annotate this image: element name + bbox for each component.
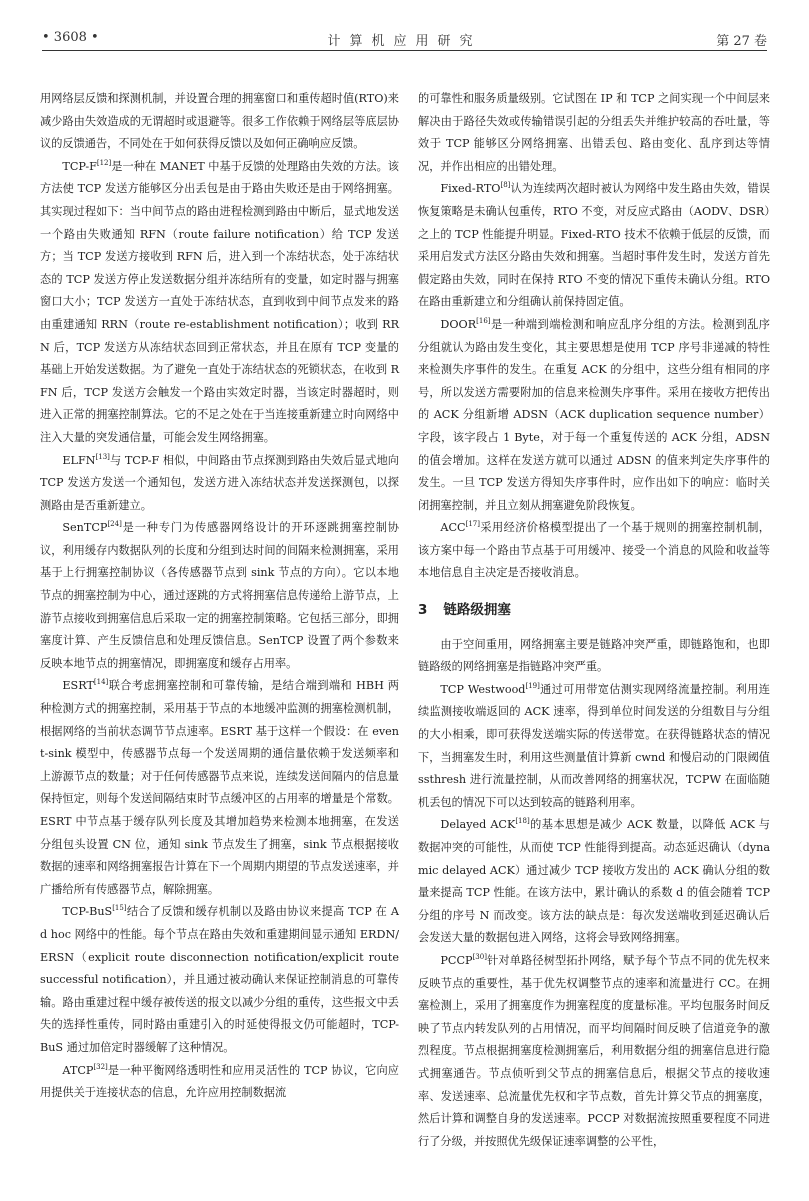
paragraph-text: 采用经济价格模型提出了一个基于规则的拥塞控制机制，该方案中每一个路由节点基于可用缓冲、接受一个消息的风险和收益等本地信息自主决定是否接收消息。: [418, 521, 770, 580]
citation: [17]: [465, 520, 480, 529]
method-name: DOOR: [440, 317, 477, 331]
paragraph-elfn: [40, 450, 399, 518]
right-column: [418, 88, 770, 1153]
paragraph-text: 是一种平衡网络透明性和应用灵活性的 TCP 协议，它向应用提供关于连接状态的信息，允许应用控制数据流: [40, 1063, 399, 1100]
paragraph-text: 的基本思想是减少 ACK 数量，以降低 ACK 与数据冲突的可能性，从而使 TCP 性能得到提高。动态延迟确认（dynamic delayed ACK）通过减少 TCP 接收方发出的 ACK 确认分组的数量来提高 TCP 性能。在该方法中，累计确认的系数 d 的值会随着 TCP 分组的序号 N 而改变。该方法的缺点是：每次发送端收到延迟确认后会发送大量的数据包进入网络，这将会导致网络拥塞。: [418, 818, 770, 945]
paragraph-text: 结合了反馈和缓存机制以及路由协议来提高 TCP 在 Ad hoc 网络中的性能。每个节点在路由失效和重建期间显示通知 ERDN/ERSN（explicit route disconnection notification/explicit route successful notification），并且通过被动确认来保证控制消息的可靠传输。路由重建过程中缓存被传送的报文以减少分组的重传，这些报文中丢失的选择性重传，同时路由重建引入的时延使得报文仍可能超时，TCP-BuS 通过加倍定时器缓解了这种情况。: [40, 905, 399, 1054]
citation: [14]: [93, 678, 109, 687]
citation: [15]: [112, 904, 127, 913]
method-name: Fixed-RTO: [440, 182, 501, 196]
journal-name: 计算机应用研究: [327, 34, 482, 49]
paragraph-tcp-f: [40, 156, 399, 450]
paragraph: 由于空间重用，网络拥塞主要是链路冲突严重，即链路饱和，也即链路级的网络拥塞是指链路冲突严重。: [418, 637, 770, 674]
citation: [32]: [93, 1062, 108, 1071]
left-column: [40, 88, 399, 1105]
paragraph-text: 通过可用带宽估测实现网络流量控制。利用连续监测接收端返回的 ACK 速率，得到单位时间发送的分组数目与分组的大小相乘，即可获得发送端实际的传送带宽。在获得链路状态的情况下，当拥塞发生时，利用这些测量值计算新 cwnd 和慢启动的门限阈值 ssthresh 进行流量控制，从而改善网络的拥塞状况，TCPW 在面临随机丢包的情况下可以达到较高的链路利用率。: [418, 682, 770, 809]
method-name: SenTCP: [62, 521, 108, 535]
paragraph-text: 是一种在 MANET 中基于反馈的处理路由失效的方法。该方法使 TCP 发送方能够区分出丢包是由于路由失败还是由于网络拥塞。其实现过程如下：当中间节点的路由进程检测到路由中断后，显式地发送一个路由失败通知 RFN（route failure notification）给 TCP 发送方；当 TCP 发送方接收到 RFN 后，进入到一个冻结状态，处于冻结状态的 TCP 发送方停止发送数据分组并冻结所有的变量，如定时器与拥塞窗口大小；TCP 发送方一直处于冻结状态，直到收到中间节点发来的路由重建通知 RRN（route re-establishment notification）；收到 RRN 后，TCP 发送方从冻结状态回到正常状态，并且在原有 TCP 变量的基础上开始发送数据。为了避免一直处于冻结状态的死锁状态，在收到 RFN 后，TCP 发送方会触发一个路由实效定时器，当该定时器超时，则进入正常的拥塞控制算法。它的不足之处在于当连接重新建立时向网络中注入大量的突发通信量，可能会发生网络拥塞。: [40, 159, 399, 444]
citation: [8]: [500, 181, 511, 190]
citation: [13]: [95, 452, 110, 461]
section-heading: [418, 599, 770, 622]
paragraph-sentcp: [40, 517, 399, 675]
method-name: TCP-F: [62, 159, 97, 173]
paragraph-text: 是一种端到端检测和响应乱序分组的方法。检测到乱序分组就认为路由发生变化，其主要思想是使用 TCP 序号非递减的特性来检测失序事件的发生。在重复 ACK 的分组中，这些分组有相同的序号，所以发送方需要附加的信息来检测失序事件。采用在接收方把传出的 ACK 分组新增 ADSN（ACK duplication sequence number）字段，该字段占 1 Byte，对于每一个重复传送的 ACK 分组，ADSN 的值会增加。这样在发送方就可以通过 ADSN 的值来判定失序事件的发生。一旦 TCP 发送方得知失序事件时，应作出如下的响应：临时关闭拥塞控制，并且立刻从拥塞避免阶段恢复。: [418, 317, 770, 512]
citation: [18]: [515, 817, 530, 826]
citation: [24]: [107, 520, 122, 529]
paragraph-text: 联合考虑拥塞控制和可靠传输，是结合端到端和 HBH 两种检测方式的拥塞控制，采用基于节点的本地缓冲监测的拥塞检测机制，根据网络的当前状态调节节点速率。ESRT 基于这样一个假设：在 event-sink 模型中，传感器节点每一个发送周期的通信量依赖于发送频率和上游源节点的数量；对于任何传感器节点来说，连续发送间隔内的信息量保持恒定，则每个发送间隔结束时节点缓冲区的占用率的增量是个常数。ESRT 中节点基于缓存队列长度及其增加趋势来检测本地拥塞，在发送分组包头设置 CN 位，通知 sink 节点发生了拥塞，sink 节点根据接收数据的速率和网络拥塞报告计算在下一个周期内期望的节点发送速率，并广播给所有传感器节点，解除拥塞。: [40, 679, 399, 896]
citation: [19]: [525, 681, 540, 690]
paragraph-text: 与 TCP-F 相似，中间路由节点探测到路由失效后显式地向 TCP 发送方发送一个通知包，发送方进入冻结状态并发送探测包，以探测路由是否重新建立。: [40, 453, 399, 512]
method-name: TCP Westwood: [440, 682, 526, 696]
citation: [12]: [96, 158, 112, 167]
running-header: [42, 28, 767, 51]
paragraph-pccp: [418, 950, 770, 1153]
paragraph: 的可靠性和服务质量级别。它试图在 IP 和 TCP 之间实现一个中间层来解决由于路径失效或传输错误引起的分组丢失并维护较高的吞吐量，等效于 TCP 能够区分网络拥塞、出错丢包、路由变化、乱序到达等情况，并作出相应的出错处理。: [418, 92, 770, 173]
paragraph-text: 针对单路径树型拓扑网络，赋予每个节点不同的优先权来反映节点的重要性，基于优先权调整节点的速率和流量进行 CC。在拥塞检测上，采用了拥塞度作为拥塞程度的度量标准。平均包服务时间反映了节点内转发队列的占用情况，而平均间隔时间反映了信道竞争的激烈程度。节点根据拥塞度检测拥塞后，利用数据分组的拥塞信息进行隐式拥塞通告。节点侦听到父节点的拥塞信息后，根据父节点的接收速率、发送速率、总流量优先权和字节点数，首先计算父节点的拥塞度，然后计算和调整自身的发送速率。PCCP 对数据流按照重要程度不同进行了分级，并按照优先级保证速率调整的公平性，: [418, 953, 770, 1148]
paragraph-door: [418, 314, 770, 517]
paragraph: 用网络层反馈和探测机制，并设置合理的拥塞窗口和重传超时值(RTO)来减少路由失效造成的无谓超时或退避等。很多工作依赖于网络层等底层协议的反馈通告，不同处在于如何获得反馈以及如何正确响应反馈。: [40, 92, 399, 151]
paragraph-tcp-westwood: [418, 679, 770, 815]
section-number: 3: [418, 602, 428, 619]
paragraph-atcp: [40, 1060, 399, 1105]
paragraph-delayed-ack: [418, 814, 770, 950]
page-number: • 3608 •: [42, 30, 99, 45]
paragraph-tcp-bus: [40, 901, 399, 1059]
section-title: 链路级拥塞: [443, 602, 511, 619]
paragraph-text: 是一种专门为传感器网络设计的开环逐跳拥塞控制协议，利用缓存内数据队列的长度和分组到达时间的间隔来检测拥塞，采用基于上行拥塞控制协议（各传感器节点到 sink 节点的方向）。它以本地节点的拥塞控制为中心，通过逐跳的方式将拥塞信息传递给上游节点，上游节点接收到拥塞信息后采取一定的拥塞控制策略。它包括三部分，即拥塞度计算、产生反馈信息和处理反馈信息。SenTCP 设置了两个参数来反映本地节点的拥塞情况，即拥塞度和缓存占用率。: [40, 521, 399, 670]
paragraph-text: 认为连续两次超时被认为网络中发生路由失效，错误恢复策略是未确认包重传，RTO 不变，对反应式路由（AODV、DSR）之上的 TCP 性能提升明显。Fixed-RTO 技术不依赖于低层的反馈，而采用启发式方法区分路由失效和拥塞。当超时事件发生时，发送方首先假定路由失效，同时在保持 RTO 不变的情况下重传未确认分组。RTO 在路由重新建立和分组确认前保持固定值。: [418, 182, 770, 309]
method-name: PCCP: [440, 953, 473, 967]
volume-label: 第 27 卷: [716, 34, 767, 49]
method-name: TCP-BuS: [62, 905, 113, 919]
citation: [16]: [476, 316, 491, 325]
method-name: ELFN: [62, 453, 96, 467]
paragraph-fixed-rto: [418, 178, 770, 314]
paragraph-acc: [418, 517, 770, 585]
method-name: Delayed ACK: [440, 818, 516, 832]
citation: [30]: [472, 952, 487, 961]
method-name: ESRT: [62, 679, 94, 693]
paragraph-esrt: [40, 675, 399, 901]
method-name: ATCP: [62, 1063, 94, 1077]
method-name: ACC: [440, 521, 466, 535]
